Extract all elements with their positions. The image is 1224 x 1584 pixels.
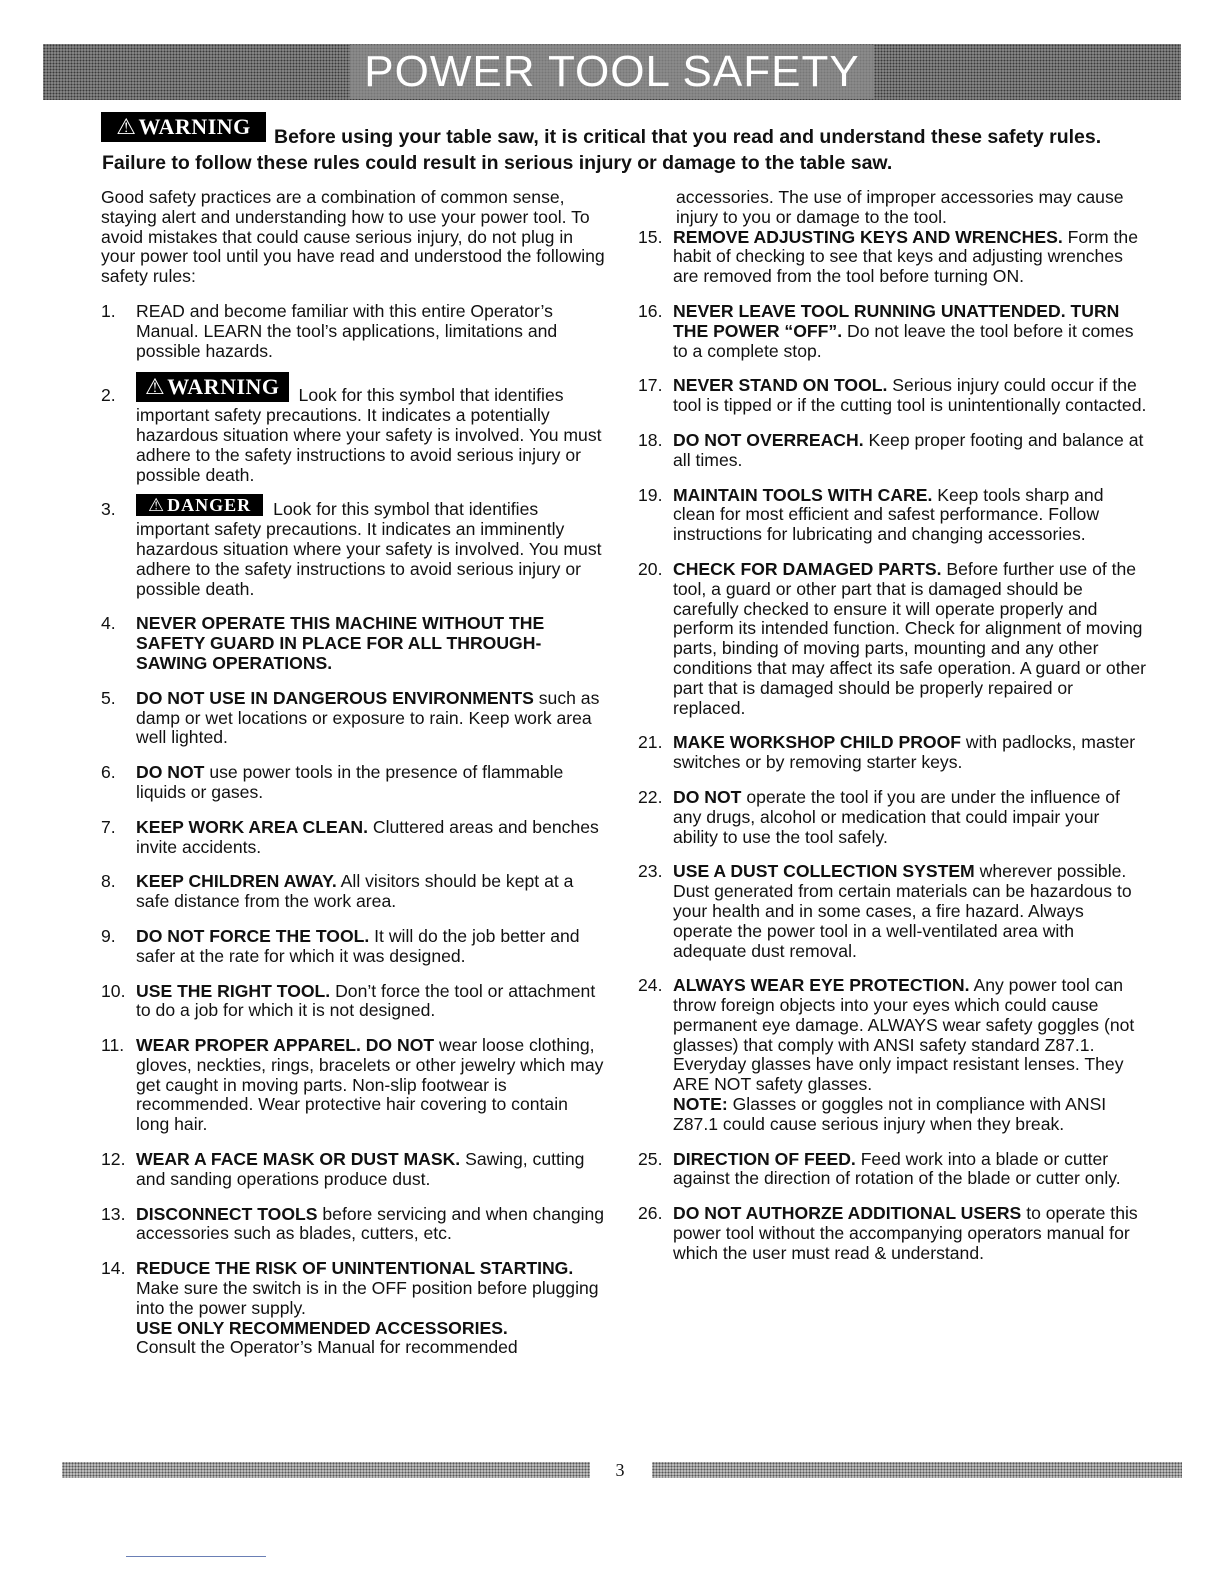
rule-text: wear loose clothing, gloves, neckties, rings, bracelets or other jewelry which may get caught in moving parts. Non-slip footwear is recommended. Wear protective hair covering to contain long hair. xyxy=(136,1035,604,1135)
page-number: 3 xyxy=(615,1460,625,1480)
rule-heading: WEAR PROPER APPAREL. xyxy=(136,1035,361,1056)
rule-item xyxy=(638,560,1148,718)
rule-text: Look for this symbol that identifies important safety precautions. It indicates an imminently hazardous situation where your safety is involved. You must adhere to the safety instructions to avoid serious injury or possible death. xyxy=(136,499,602,599)
rule-heading: NEVER LEAVE TOOL RUNNING UNATTENDED. TURN THE POWER “OFF”. xyxy=(673,300,1120,341)
rule-text: Before further use of the tool, a guard or other part that is damaged should be carefully checked to ensure it will operate properly and perform its intended function. Check for alignment of moving parts, binding of moving parts, mounting and any other conditions that may affect its safe operation. A guard or other part that is damaged should be properly repaired or replaced. xyxy=(673,558,1147,718)
rule-number: 2. xyxy=(101,385,116,406)
title-banner xyxy=(43,44,1181,100)
note-label: NOTE: xyxy=(673,1094,728,1115)
rule-number: 14. xyxy=(101,1258,126,1279)
warning-badge xyxy=(136,372,289,402)
rule-text: wherever possible. Dust generated from certain materials can be hazardous to your health and in some cases, a fire hazard. Always operate the power tool in a well-ventilated area with adequate dust removal. xyxy=(673,861,1132,961)
rule-text: Form the habit of checking to see that keys and adjusting wrenches are removed from the tool before turning ON. xyxy=(673,226,1139,287)
rule-heading: USE THE RIGHT TOOL. xyxy=(136,980,331,1001)
rule-item xyxy=(638,228,1148,287)
rule-number: 17. xyxy=(638,375,663,396)
rule-item xyxy=(101,1150,605,1190)
intro-warning-text: Before using your table saw, it is critical that you read and understand these safety rules. Failure to follow these rules could result in serious injury or damage to the table saw. xyxy=(102,126,1102,174)
rule-text: Serious injury could occur if the tool is tipped or if the cutting tool is unintentionally contacted. xyxy=(673,375,1147,416)
rule-heading: NEVER STAND ON TOOL. xyxy=(673,375,888,396)
rule-text: Sawing, cutting and sanding operations produce dust. xyxy=(136,1149,585,1189)
rule-number: 4. xyxy=(101,613,116,634)
rule-heading: NEVER OPERATE THIS MACHINE WITHOUT THE SAFETY GUARD IN PLACE FOR ALL THROUGH-SAWING OPERATIONS. xyxy=(136,613,545,673)
rule-heading: REMOVE ADJUSTING KEYS AND WRENCHES. xyxy=(673,226,1063,247)
rule-heading: KEEP CHILDREN AWAY. xyxy=(136,871,337,892)
rule-heading: DO NOT xyxy=(673,786,742,807)
rule-text: Feed work into a blade or cutter against the direction of rotation of the blade or cutter only. xyxy=(673,1148,1121,1189)
rule-text: Make sure the switch is in the OFF position before plugging into the power supply. xyxy=(136,1278,599,1318)
rule-heading: DISCONNECT TOOLS xyxy=(136,1203,318,1224)
rule-number: 12. xyxy=(101,1149,126,1170)
rule-number: 5. xyxy=(101,687,116,708)
rule-text: before servicing and when changing accessories such as blades, cutters, etc. xyxy=(136,1203,605,1244)
rule-text: Don’t force the tool or attachment to do a job for which it is not designed. xyxy=(136,980,596,1021)
rule-item xyxy=(101,982,605,1022)
warning-triangle-icon: ⚠ xyxy=(116,115,137,140)
rule-text: operate the tool if you are under the influence of any drugs, alcohol or medication that could impair your ability to use the tool safely. xyxy=(673,786,1120,847)
rule-item xyxy=(638,431,1148,471)
rule-number: 1. xyxy=(101,300,116,321)
rule-number: 22. xyxy=(638,786,663,807)
page-title: POWER TOOL SAFETY xyxy=(350,45,873,99)
rule-item xyxy=(101,927,605,967)
rule-text: READ and become familiar with this entire Operator’s Manual. LEARN the tool’s applications, limitations and possible hazards. xyxy=(136,300,558,361)
rule-heading: DO NOT OVERREACH. xyxy=(673,429,864,450)
rule-heading: DO NOT FORCE THE TOOL. xyxy=(136,925,370,946)
rule-number: 11. xyxy=(101,1035,125,1056)
rule-text: All visitors should be kept at a safe distance from the work area. xyxy=(136,871,574,912)
rule-item xyxy=(101,1259,605,1358)
rule-item xyxy=(638,1204,1148,1263)
rule-heading: DO NOT USE IN DANGEROUS ENVIRONMENTS xyxy=(136,687,534,708)
rule-number: 20. xyxy=(638,558,663,579)
rule-item xyxy=(638,376,1148,416)
rule-item xyxy=(101,495,605,599)
rule-item xyxy=(638,788,1148,847)
rule-number: 3. xyxy=(101,499,116,520)
rule-number: 9. xyxy=(101,925,116,946)
rule-item xyxy=(101,1205,605,1245)
rule-heading: ALWAYS WEAR EYE PROTECTION. xyxy=(673,975,970,996)
rule-heading: DO NOT AUTHORZE ADDITIONAL USERS xyxy=(673,1203,1022,1224)
danger-triangle-icon: ⚠ xyxy=(148,495,166,517)
danger-badge-label: DANGER xyxy=(167,495,252,516)
rule-item xyxy=(638,302,1148,361)
rule-item xyxy=(638,976,1148,1134)
rule-heading: USE A DUST COLLECTION SYSTEM xyxy=(673,861,975,882)
rule-text: Keep tools sharp and clean for most efficient and safest performance. Follow instructions for lubricating and changing accessories. xyxy=(673,484,1104,545)
rule-heading: WEAR A FACE MASK OR DUST MASK. xyxy=(136,1149,461,1170)
rule-item xyxy=(101,872,605,912)
rule-text: Cluttered areas and benches invite accidents. xyxy=(136,816,599,857)
left-column xyxy=(101,188,605,1373)
rule-number: 19. xyxy=(638,484,663,505)
rule-text: to operate this power tool without the accompanying operators manual for which the user must read & understand. xyxy=(673,1203,1138,1263)
rule-heading: DIRECTION OF FEED. xyxy=(673,1148,856,1169)
rule-heading: KEEP WORK AREA CLEAN. xyxy=(136,816,368,837)
rule-number: 21. xyxy=(638,732,663,753)
note-text: Glasses or goggles not in compliance with ANSI Z87.1 could cause serious injury when they break. xyxy=(673,1094,1107,1134)
rule-item xyxy=(638,733,1148,773)
rule-number: 24. xyxy=(638,975,663,996)
rule-number: 26. xyxy=(638,1203,663,1224)
rule-text: It will do the job better and safer at the rate for which it was designed. xyxy=(136,925,580,966)
rule-number: 16. xyxy=(638,300,663,321)
rule-heading: DO NOT xyxy=(136,762,205,783)
footer-bar-right xyxy=(652,1462,1182,1478)
rule-text: Do not leave the tool before it comes to a complete stop. xyxy=(673,320,1134,361)
warning-badge-label: WARNING xyxy=(138,114,251,139)
rule-text: use power tools in the presence of flammable liquids or gases. xyxy=(136,762,564,802)
rule-item xyxy=(101,689,605,748)
right-column xyxy=(638,188,1148,1279)
rule-text: Look for this symbol that identifies important safety precautions. It indicates a potentially hazardous situation where your safety is involved. You must adhere to the safety instructions to avoid serious injury or possible death. xyxy=(136,385,602,485)
rule-item xyxy=(638,486,1148,545)
rule-item xyxy=(101,763,605,803)
warning-triangle-icon: ⚠ xyxy=(145,375,166,401)
rule-item xyxy=(101,614,605,673)
rule-number: 8. xyxy=(101,871,116,892)
rule-item xyxy=(638,862,1148,961)
rule-item xyxy=(101,1036,605,1135)
rule-number: 7. xyxy=(101,816,116,837)
rule-number: 18. xyxy=(638,429,663,450)
rule-item xyxy=(638,1150,1148,1190)
rule-text: Any power tool can throw foreign objects into your eyes which could cause permanent eye damage. ALWAYS wear safety goggles (not glasses) that comply with ANSI safety standard Z87.1. Everyday glasses have only impact resistant lenses. They ARE NOT safety glasses. xyxy=(673,975,1135,1095)
rule-heading: MAKE WORKSHOP CHILD PROOF xyxy=(673,732,962,753)
warning-badge-label: WARNING xyxy=(167,374,280,400)
rule-heading-secondary: USE ONLY RECOMMENDED ACCESSORIES. xyxy=(136,1317,508,1338)
rule-item xyxy=(101,374,605,485)
rule-text: Keep proper footing and balance at all times. xyxy=(673,429,1144,470)
bottom-rule xyxy=(126,1556,266,1557)
rule-number: 10. xyxy=(101,980,126,1001)
rule-text: such as damp or wet locations or exposure to rain. Keep work area well lighted. xyxy=(136,687,600,748)
rule-number: 23. xyxy=(638,861,663,882)
rule-heading-secondary: DO NOT xyxy=(365,1035,435,1056)
rule-text: with padlocks, master switches or by removing starter keys. xyxy=(673,732,1136,773)
rule-item xyxy=(101,818,605,858)
footer-bar-left xyxy=(62,1462,590,1478)
rule-heading: CHECK FOR DAMAGED PARTS. xyxy=(673,558,942,579)
rule-heading: REDUCE THE RISK OF UNINTENTIONAL STARTING. xyxy=(136,1258,574,1279)
danger-badge xyxy=(136,494,263,516)
continuation-text: accessories. The use of improper accessories may cause injury to you or damage to the tool. xyxy=(676,187,1124,227)
rule-item xyxy=(101,302,605,361)
rule-text-secondary: Consult the Operator’s Manual for recommended xyxy=(136,1337,518,1358)
rule-heading: MAINTAIN TOOLS WITH CARE. xyxy=(673,484,933,505)
intro-paragraph: Good safety practices are a combination of common sense, staying alert and understanding how to use your power tool. To avoid mistakes that could cause serious injury, do not plug in your power tool until you have read and understood the following safety rules: xyxy=(101,187,605,287)
rule-number: 13. xyxy=(101,1203,126,1224)
rule-number: 6. xyxy=(101,762,116,783)
rule-number: 15. xyxy=(638,226,663,247)
rule-number: 25. xyxy=(638,1148,663,1169)
